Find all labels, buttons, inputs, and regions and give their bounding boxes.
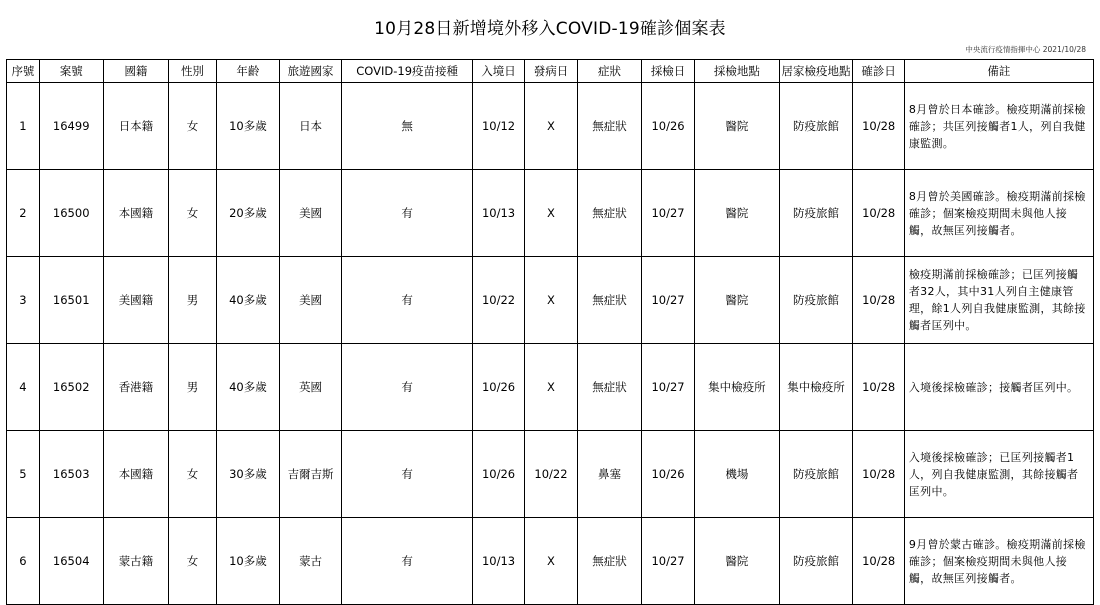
cell-test-location: 醫院 (695, 170, 779, 257)
cell-nationality: 本國籍 (103, 431, 169, 518)
cell-remarks: 8月曾於日本確診。檢疫期滿前採檢確診；共匡列接觸者1人，列自我健康監測。 (904, 83, 1093, 170)
cell-confirm-date: 10/28 (853, 431, 904, 518)
cell-seq: 2 (7, 170, 40, 257)
header-row (7, 60, 1094, 83)
cell-age: 10多歲 (216, 83, 280, 170)
cell-test-date: 10/27 (641, 518, 694, 605)
cell-case-no: 16500 (39, 170, 103, 257)
cell-confirm-date: 10/28 (853, 344, 904, 431)
source-caption: 中央流行疫情指揮中心 2021/10/28 (965, 45, 1086, 54)
cell-test-date: 10/27 (641, 257, 694, 344)
cell-quarantine-location: 集中檢疫所 (779, 344, 853, 431)
cell-confirm-date: 10/28 (853, 83, 904, 170)
cell-remarks: 入境後採檢確診；已匡列接觸者1人，列自我健康監測，其餘接觸者匡列中。 (904, 431, 1093, 518)
cell-onset-date: X (524, 518, 577, 605)
cell-symptoms: 無症狀 (578, 83, 642, 170)
table-row (7, 344, 1094, 431)
cell-vaccination: 有 (341, 518, 473, 605)
cell-test-date: 10/26 (641, 83, 694, 170)
cell-nationality: 香港籍 (103, 344, 169, 431)
cell-sex: 男 (169, 257, 216, 344)
cell-age: 40多歲 (216, 344, 280, 431)
cell-seq: 5 (7, 431, 40, 518)
cell-quarantine-location: 防疫旅館 (779, 257, 853, 344)
header-travel-country: 旅遊國家 (280, 60, 342, 83)
cell-vaccination: 有 (341, 257, 473, 344)
cell-nationality: 蒙古籍 (103, 518, 169, 605)
cell-seq: 3 (7, 257, 40, 344)
cell-sex: 女 (169, 518, 216, 605)
cell-travel-country: 蒙古 (280, 518, 342, 605)
cell-symptoms: 無症狀 (578, 344, 642, 431)
cell-nationality: 美國籍 (103, 257, 169, 344)
cell-onset-date: X (524, 344, 577, 431)
cell-onset-date: X (524, 170, 577, 257)
cell-vaccination: 有 (341, 170, 473, 257)
cell-entry-date: 10/26 (473, 344, 524, 431)
cell-travel-country: 吉爾吉斯 (280, 431, 342, 518)
cell-test-location: 集中檢疫所 (695, 344, 779, 431)
cell-case-no: 16499 (39, 83, 103, 170)
table-row (7, 431, 1094, 518)
table-row (7, 83, 1094, 170)
cell-seq: 1 (7, 83, 40, 170)
cell-case-no: 16502 (39, 344, 103, 431)
table-row (7, 170, 1094, 257)
cell-confirm-date: 10/28 (853, 170, 904, 257)
cell-entry-date: 10/22 (473, 257, 524, 344)
cell-case-no: 16504 (39, 518, 103, 605)
cell-sex: 男 (169, 344, 216, 431)
cell-quarantine-location: 防疫旅館 (779, 518, 853, 605)
cell-test-date: 10/26 (641, 431, 694, 518)
cell-age: 10多歲 (216, 518, 280, 605)
cell-case-no: 16503 (39, 431, 103, 518)
cell-seq: 4 (7, 344, 40, 431)
cell-seq: 6 (7, 518, 40, 605)
cell-confirm-date: 10/28 (853, 257, 904, 344)
header-case-no: 案號 (39, 60, 103, 83)
cell-remarks: 9月曾於蒙古確診。檢疫期滿前採檢確診；個案檢疫期間未與他人接觸，故無匡列接觸者。 (904, 518, 1093, 605)
header-nationality: 國籍 (103, 60, 169, 83)
cell-test-location: 醫院 (695, 83, 779, 170)
cell-nationality: 本國籍 (103, 170, 169, 257)
cell-onset-date: X (524, 257, 577, 344)
cell-symptoms: 鼻塞 (578, 431, 642, 518)
cell-vaccination: 有 (341, 344, 473, 431)
case-table (6, 59, 1094, 605)
cell-test-date: 10/27 (641, 344, 694, 431)
cell-vaccination: 有 (341, 431, 473, 518)
cell-remarks: 檢疫期滿前採檢確診；已匡列接觸者32人，其中31人列自主健康管理，餘1人列自我健康監測，其餘接觸者匡列中。 (904, 257, 1093, 344)
header-vaccination: COVID-19疫苗接種 (341, 60, 473, 83)
table-row (7, 257, 1094, 344)
cell-entry-date: 10/26 (473, 431, 524, 518)
cell-age: 40多歲 (216, 257, 280, 344)
cell-travel-country: 美國 (280, 170, 342, 257)
cell-entry-date: 10/13 (473, 170, 524, 257)
cell-entry-date: 10/12 (473, 83, 524, 170)
cell-sex: 女 (169, 170, 216, 257)
cell-remarks: 入境後採檢確診；接觸者匡列中。 (904, 344, 1093, 431)
cell-entry-date: 10/13 (473, 518, 524, 605)
header-quarantine-location: 居家檢疫地點 (779, 60, 853, 83)
cell-quarantine-location: 防疫旅館 (779, 83, 853, 170)
cell-vaccination: 無 (341, 83, 473, 170)
header-remarks: 備註 (904, 60, 1093, 83)
cell-quarantine-location: 防疫旅館 (779, 170, 853, 257)
header-test-date: 採檢日 (641, 60, 694, 83)
cell-onset-date: 10/22 (524, 431, 577, 518)
cell-test-location: 醫院 (695, 518, 779, 605)
cell-age: 20多歲 (216, 170, 280, 257)
cell-age: 30多歲 (216, 431, 280, 518)
cell-symptoms: 無症狀 (578, 518, 642, 605)
header-seq: 序號 (7, 60, 40, 83)
header-entry-date: 入境日 (473, 60, 524, 83)
cell-test-date: 10/27 (641, 170, 694, 257)
cell-travel-country: 英國 (280, 344, 342, 431)
cell-case-no: 16501 (39, 257, 103, 344)
cell-test-location: 機場 (695, 431, 779, 518)
cell-travel-country: 美國 (280, 257, 342, 344)
header-age: 年齡 (216, 60, 280, 83)
cell-quarantine-location: 防疫旅館 (779, 431, 853, 518)
cell-remarks: 8月曾於美國確診。檢疫期滿前採檢確診；個案檢疫期間未與他人接觸，故無匡列接觸者。 (904, 170, 1093, 257)
page-title: 10月28日新增境外移入COVID-19確診個案表 (374, 19, 726, 39)
cell-confirm-date: 10/28 (853, 518, 904, 605)
header-confirm-date: 確診日 (853, 60, 904, 83)
table-row (7, 518, 1094, 605)
cell-sex: 女 (169, 83, 216, 170)
cell-travel-country: 日本 (280, 83, 342, 170)
cell-sex: 女 (169, 431, 216, 518)
header-onset-date: 發病日 (524, 60, 577, 83)
cell-nationality: 日本籍 (103, 83, 169, 170)
cell-symptoms: 無症狀 (578, 257, 642, 344)
cell-symptoms: 無症狀 (578, 170, 642, 257)
header-symptoms: 症狀 (578, 60, 642, 83)
cell-test-location: 醫院 (695, 257, 779, 344)
cell-onset-date: X (524, 83, 577, 170)
header-test-location: 採檢地點 (695, 60, 779, 83)
header-sex: 性別 (169, 60, 216, 83)
